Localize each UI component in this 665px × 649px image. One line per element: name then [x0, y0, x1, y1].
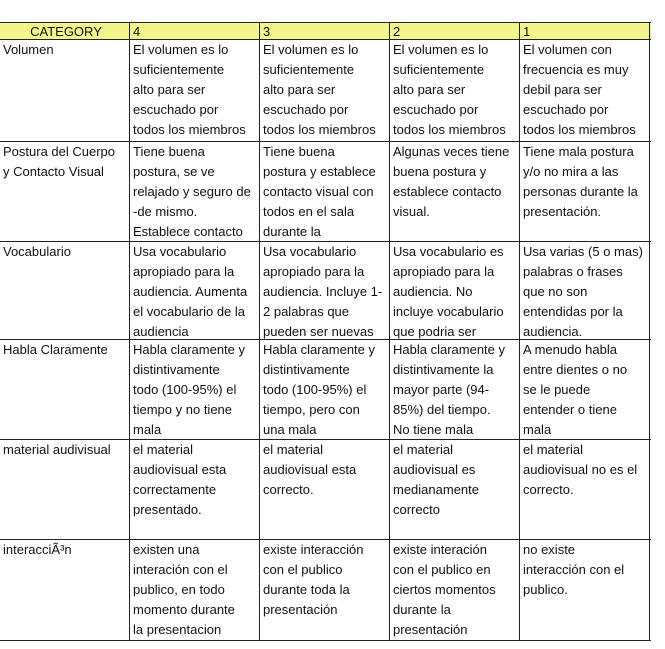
criteria-cell: existe interación con el publico en ciertos momentos durante la presentación [390, 540, 520, 640]
criteria-cell: Habla claramente y distintivamente todo (100-95%) el tiempo y no tiene mala [130, 340, 260, 439]
table-row [0, 40, 651, 142]
category-label: interacciÃ³n [0, 540, 130, 640]
criteria-cell: Usa varias (5 o mas) palabras o frases que no son entendidas por la audiencia. [520, 242, 650, 339]
criteria-cell: El volumen es lo suficientemente alto para ser escuchado por todos los miembros [260, 40, 390, 141]
criteria-cell: el material audiovisual esta correctamente presentado. [130, 440, 260, 539]
rubric-table [0, 22, 651, 641]
criteria-cell: existe interacción con el publico durante toda la presentación [260, 540, 390, 640]
header-score-3: 3 [260, 23, 390, 39]
criteria-cell: Algunas veces tiene buena postura y establece contacto visual. [390, 142, 520, 241]
criteria-cell: El volumen es lo suficientemente alto para ser escuchado por todos los miembros [390, 40, 520, 141]
criteria-cell: Usa vocabulario es apropiado para la audiencia. No incluye vocabulario que podria ser [390, 242, 520, 339]
header-category: CATEGORY [0, 23, 130, 39]
criteria-cell: Tiene mala postura y/o no mira a las personas durante la presentación. [520, 142, 650, 241]
criteria-cell: Usa vocabulario apropiado para la audiencia. Incluye 1- 2 palabras que pueden ser nuevas [260, 242, 390, 339]
category-label: Volumen [0, 40, 130, 141]
criteria-cell: Habla claramente y distintivamente la mayor parte (94- 85%) del tiempo. No tiene mala [390, 340, 520, 439]
criteria-cell: el material audiovisual es medianamente correcto [390, 440, 520, 539]
criteria-cell: el material audiovisual no es el correcto. [520, 440, 650, 539]
criteria-cell: A menudo habla entre dientes o no se le puede entender o tiene mala [520, 340, 650, 439]
table-row [0, 540, 651, 641]
category-label: Habla Claramente [0, 340, 130, 439]
table-row [0, 242, 651, 340]
category-label: Postura del Cuerpo y Contacto Visual [0, 142, 130, 241]
criteria-cell: Habla claramente y distintivamente todo (100-95%) el tiempo, pero con una mala [260, 340, 390, 439]
criteria-cell: el material audiovisual esta correcto. [260, 440, 390, 539]
table-row [0, 440, 651, 540]
header-score-2: 2 [390, 23, 520, 39]
criteria-cell: El volumen con frecuencia es muy debil para ser escuchado por todos los miembros [520, 40, 650, 141]
category-label: material audivisual [0, 440, 130, 539]
table-row [0, 340, 651, 440]
criteria-cell: no existe interacción con el publico. [520, 540, 650, 640]
table-row [0, 142, 651, 242]
header-score-1: 1 [520, 23, 650, 39]
criteria-cell: Usa vocabulario apropiado para la audiencia. Aumenta el vocabulario de la audiencia [130, 242, 260, 339]
criteria-cell: Tiene buena postura y establece contacto visual con todos en el sala durante la [260, 142, 390, 241]
header-row [0, 22, 651, 40]
header-score-4: 4 [130, 23, 260, 39]
criteria-cell: Tiene buena postura, se ve relajado y seguro de -de mismo. Establece contacto [130, 142, 260, 241]
category-label: Vocabulario [0, 242, 130, 339]
criteria-cell: existen una interación con el publico, en todo momento durante la presentacion [130, 540, 260, 640]
criteria-cell: El volumen es lo suficientemente alto para ser escuchado por todos los miembros [130, 40, 260, 141]
